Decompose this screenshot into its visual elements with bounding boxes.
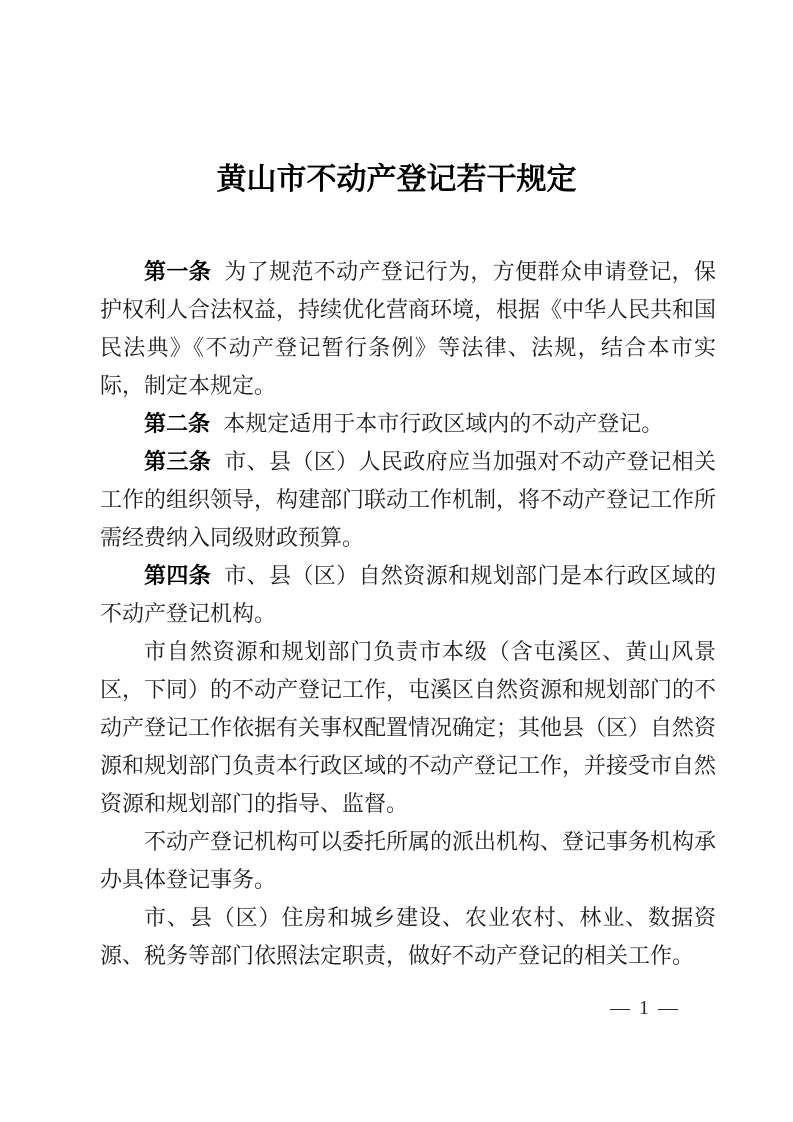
article-2-label: 第二条 xyxy=(144,411,211,436)
article-1-text: 为了规范不动产登记行为，方便群众申请登记，保护权利人合法权益，持续优化营商环境，根据《中华人民共和国民法典》《不动产登记暂行条例》等法律、法规，结合本市实际，制定本规定。 xyxy=(100,259,717,398)
paragraph-article-4 xyxy=(100,557,716,633)
paragraph-article-4-cont-3 xyxy=(100,899,716,975)
article-4-cont-3-text: 市、县（区）住房和城乡建设、农业农村、林业、数据资源、税务等部门依照法定职责，做好不动产登记的相关工作。 xyxy=(100,905,716,968)
article-4-cont-2-text: 不动产登记机构可以委托所属的派出机构、登记事务机构承办具体登记事务。 xyxy=(100,829,717,892)
page-number-text: — 1 — xyxy=(610,997,680,1019)
article-3-text: 市、县（区）人民政府应当加强对不动产登记相关工作的组织领导，构建部门联动工作机制，将不动产登记工作所需经费纳入同级财政预算。 xyxy=(100,449,717,550)
document-body xyxy=(100,253,716,975)
article-2-text: 本规定适用于本市行政区域内的不动产登记。 xyxy=(223,411,664,436)
document-title: 黄山市不动产登记若干规定 xyxy=(216,163,577,196)
article-4-text: 市、县（区）自然资源和规划部门是本行政区域的不动产登记机构。 xyxy=(100,563,716,626)
article-4-label: 第四条 xyxy=(144,563,212,588)
paragraph-article-3 xyxy=(100,443,716,557)
article-3-label: 第三条 xyxy=(144,449,212,474)
paragraph-article-2 xyxy=(100,405,716,443)
article-4-cont-1-text: 市自然资源和规划部门负责市本级（含屯溪区、黄山风景区，下同）的不动产登记工作，屯溪区自然资源和规划部门的不动产登记工作依据有关事权配置情况确定；其他县（区）自然资源和规划部门负责本行政区域的不动产登记工作，并接受市自然资源和规划部门的指导、监督。 xyxy=(100,639,717,816)
paragraph-article-4-cont-1 xyxy=(100,633,716,823)
article-1-label: 第一条 xyxy=(144,259,212,284)
paragraph-article-1 xyxy=(100,253,716,405)
paragraph-article-4-cont-2 xyxy=(100,823,716,899)
